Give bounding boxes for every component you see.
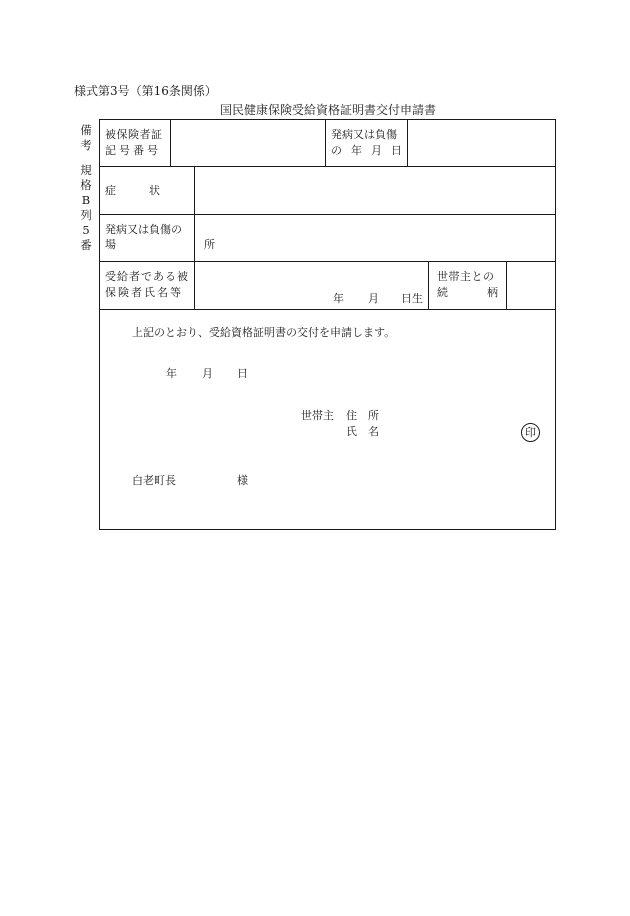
recipient-label-line1: 受給者である被: [105, 270, 189, 283]
place-label-line1: 発病又は負傷の: [105, 223, 182, 236]
recipient-birth-month: 月: [368, 292, 379, 305]
form-number: 様式第3号（第16条関係）: [74, 84, 217, 98]
column-divider: [428, 261, 429, 309]
relation-label-line2: 続 柄: [437, 286, 512, 299]
row-divider: [99, 309, 556, 310]
insured-id-label-line1: 被保険者証: [105, 128, 163, 141]
column-divider: [325, 119, 326, 166]
application-statement: 上記のとおり、受給資格証明書の交付を申請します。: [132, 326, 396, 339]
onset-date-label-line1: 発病又は負傷: [331, 128, 397, 141]
name-input[interactable]: [385, 423, 515, 440]
relation-input[interactable]: [507, 262, 555, 308]
onset-date-label-line2: の年月日: [331, 144, 411, 157]
name-label: 氏 名: [346, 425, 379, 438]
application-date-day: 日: [237, 367, 248, 380]
recipient-birth-year: 年: [333, 292, 344, 305]
addressee: 白老町長: [132, 474, 176, 487]
onset-date-input[interactable]: [408, 120, 555, 165]
page-title: 国民健康保険受給資格証明書交付申請書: [219, 103, 436, 117]
remarks-note: 規格B列5番: [80, 163, 92, 252]
place-input[interactable]: [195, 215, 555, 260]
address-label: 住 所: [346, 409, 379, 422]
place-label-line2: 場 所: [105, 238, 237, 251]
recipient-label-line2: 保険者氏名等: [105, 286, 183, 299]
symptoms-input[interactable]: [195, 167, 555, 213]
householder-label: 世帯主: [301, 409, 334, 422]
insured-id-input[interactable]: [171, 120, 324, 165]
recipient-name-input[interactable]: [195, 262, 427, 290]
symptoms-label: 症 状: [105, 184, 160, 197]
insured-id-label-line2: 記号番号: [105, 144, 161, 157]
relation-label-line1: 世帯主との: [437, 270, 495, 283]
seal-mark: 印: [521, 423, 540, 442]
remarks-heading: 備考: [80, 123, 92, 152]
address-input[interactable]: [385, 406, 515, 423]
recipient-birth-day: 日生: [401, 292, 423, 305]
addressee-honorific: 様: [237, 474, 248, 487]
application-date-year: 年: [166, 367, 177, 380]
application-date-month: 月: [202, 367, 213, 380]
